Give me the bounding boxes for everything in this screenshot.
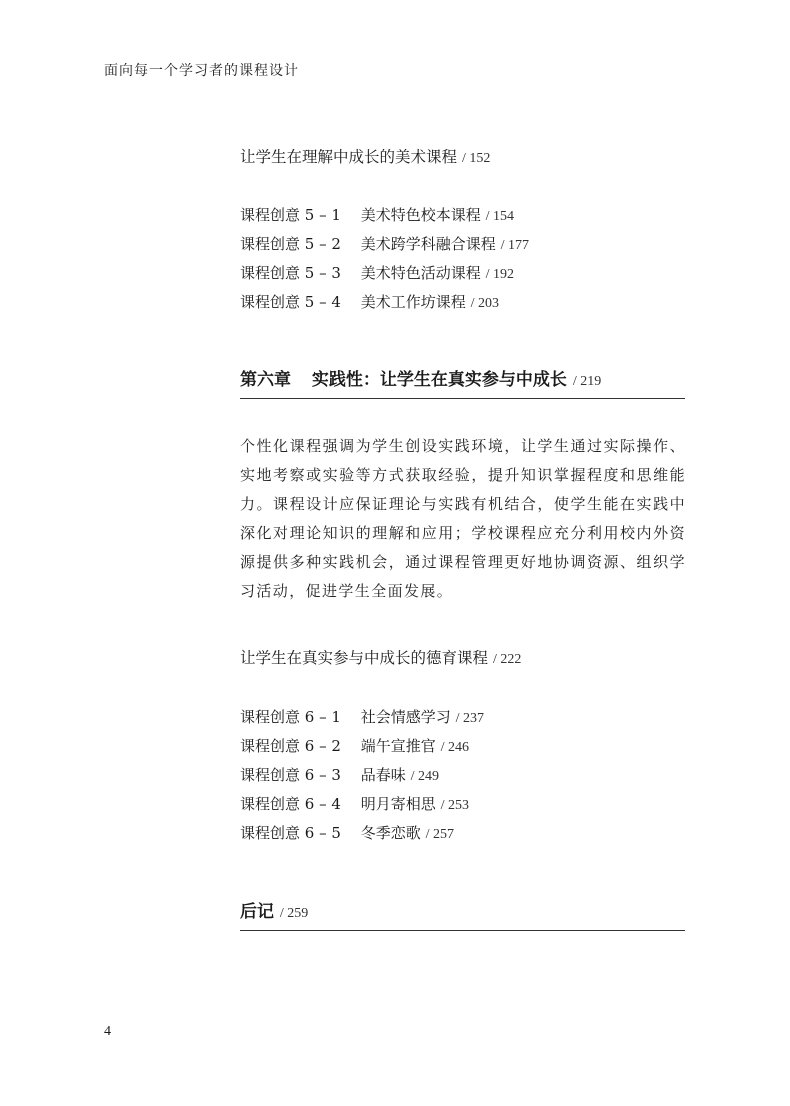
toc-entry-6-5[interactable] (240, 822, 454, 843)
chapter-rule (240, 398, 685, 399)
entry-title: 社会情感学习 (360, 708, 451, 726)
page-ref: / 257 (425, 827, 454, 842)
toc-entry-5-2[interactable] (240, 233, 529, 254)
toc-entry-5-4[interactable] (240, 291, 499, 312)
page-ref: / 154 (485, 209, 514, 224)
entry-code: 课程创意 6 – 3 (240, 766, 341, 784)
entry-code: 课程创意 5 – 1 (240, 206, 341, 224)
page-ref: / 177 (500, 238, 529, 253)
entry-code: 课程创意 5 – 2 (240, 235, 341, 253)
afterword-title: 后记 (240, 902, 274, 922)
chapter-number: 第六章 (240, 370, 291, 390)
afterword-rule (240, 930, 685, 931)
entry-code: 课程创意 6 – 4 (240, 795, 341, 813)
section-title-moral[interactable] (240, 646, 521, 668)
page-ref: / 246 (440, 740, 469, 755)
page-ref: / 222 (492, 652, 522, 667)
entry-title: 明月寄相思 (360, 795, 436, 813)
entry-code: 课程创意 5 – 3 (240, 264, 341, 282)
entry-title: 冬季恋歌 (360, 824, 421, 842)
page-ref: / 253 (440, 798, 469, 813)
entry-title: 美术工作坊课程 (360, 293, 466, 311)
chapter-intro: 个性化课程强调为学生创设实践环境，让学生通过实际操作、实地考察或实验等方式获取经验，提升知识掌握程度和思维能力。课程设计应保证理论与实践有机结合，使学生能在实践中深化对理论知识的理解和应用；学校课程应充分利用校内外资源提供多种实践机会，通过课程管理更好地协调资源、组织学习活动，促进学生全面发展。 (240, 437, 686, 600)
section-title-text: 让学生在理解中成长的美术课程 (240, 148, 458, 166)
page-ref: / 259 (279, 906, 309, 921)
toc-entry-6-2[interactable] (240, 735, 469, 756)
page-ref: / 249 (410, 769, 439, 784)
entry-code: 课程创意 6 – 1 (240, 708, 341, 726)
page-ref: / 152 (461, 151, 491, 166)
page-ref: / 219 (572, 374, 602, 389)
page-ref: / 192 (485, 267, 514, 282)
entry-title: 端午宣推官 (360, 737, 436, 755)
chapter-title: 实践性：让学生在真实参与中成长 (311, 370, 567, 390)
running-head: 面向每一个学习者的课程设计 (104, 63, 299, 79)
entry-code: 课程创意 5 – 4 (240, 293, 341, 311)
section-title-text: 让学生在真实参与中成长的德育课程 (240, 649, 489, 667)
page-ref: / 203 (470, 296, 499, 311)
toc-entry-6-1[interactable] (240, 706, 484, 727)
section-title-art[interactable] (240, 145, 490, 167)
entry-code: 课程创意 6 – 2 (240, 737, 341, 755)
entry-title: 美术特色校本课程 (360, 206, 481, 224)
toc-entry-6-4[interactable] (240, 793, 469, 814)
toc-entry-5-3[interactable] (240, 262, 514, 283)
page-number: 4 (104, 1024, 111, 1039)
toc-entry-5-1[interactable] (240, 204, 514, 225)
entry-code: 课程创意 6 – 5 (240, 824, 341, 842)
entry-title: 美术跨学科融合课程 (360, 235, 496, 253)
entry-title: 品春味 (360, 766, 406, 784)
entry-title: 美术特色活动课程 (360, 264, 481, 282)
chapter-6-heading[interactable] (240, 365, 601, 390)
toc-entry-6-3[interactable] (240, 764, 439, 785)
page-ref: / 237 (455, 711, 484, 726)
afterword-heading[interactable] (240, 897, 308, 922)
